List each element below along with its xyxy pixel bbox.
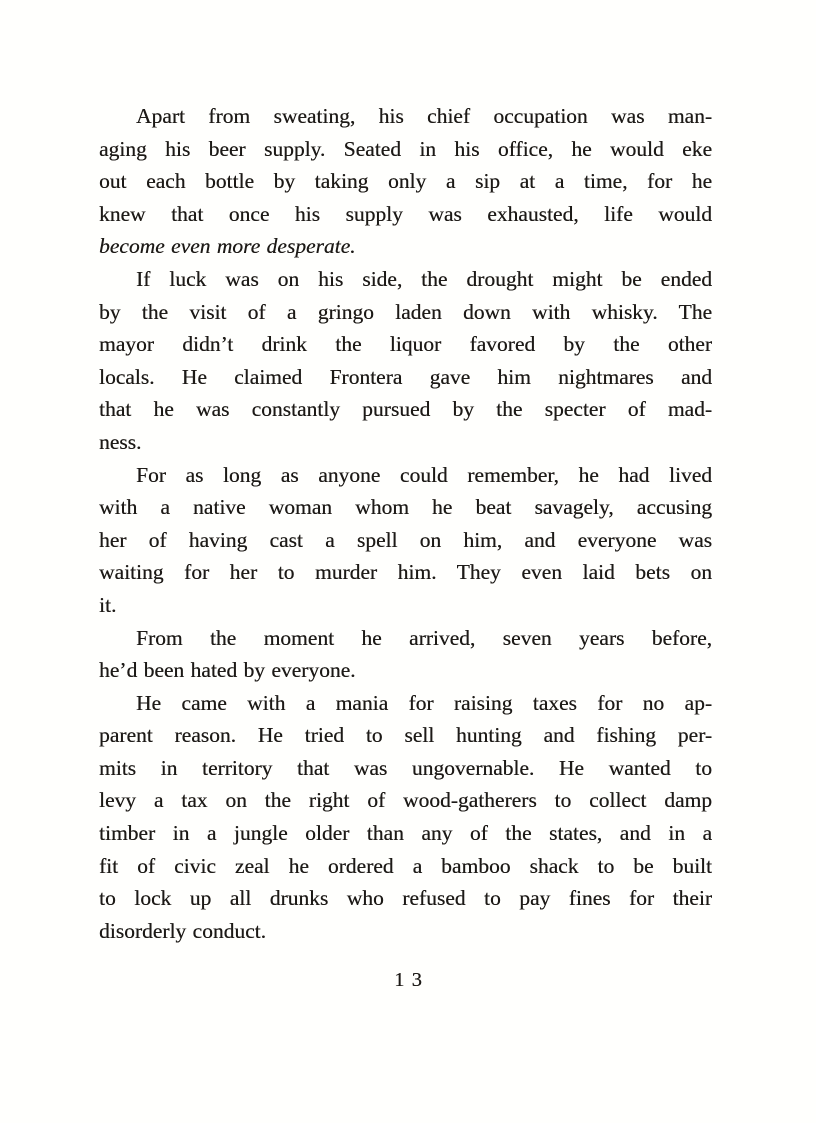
text-line: with a native woman whom he beat savagely, accusing <box>99 495 712 520</box>
text-line: to lock up all drunks who refused to pay fines for their <box>99 886 712 911</box>
text-line: fit of civic zeal he ordered a bamboo shack to be built <box>99 853 712 878</box>
text-line: by the visit of a gringo laden down with whisky. The <box>99 299 712 324</box>
text-line: parent reason. He tried to sell hunting and fishing per- <box>99 723 712 748</box>
text-line: Apart from sweating, his chief occupation was man- <box>136 104 712 128</box>
text-line: For as long as anyone could remember, he had lived <box>136 462 712 487</box>
text-line: aging his beer supply. Seated in his office, he would eke <box>99 136 712 161</box>
text-line: locals. He claimed Frontera gave him nightmares and <box>99 364 712 389</box>
paragraph <box>99 263 712 459</box>
paragraph <box>99 687 712 948</box>
text-line: disorderly conduct. <box>99 918 266 943</box>
text-line: become even more desperate. <box>99 234 356 259</box>
text-line: levy a tax on the right of wood-gatherers to collect damp <box>99 788 712 813</box>
paragraph <box>99 459 712 622</box>
text-line: that he was constantly pursued by the specter of mad- <box>99 397 712 422</box>
page-number: 13 <box>394 969 430 991</box>
text-line: ness. <box>99 429 142 454</box>
text-line: If luck was on his side, the drought might be ended <box>136 266 712 291</box>
page-text <box>99 100 712 947</box>
text-line: out each bottle by taking only a sip at a time, for he <box>99 169 712 194</box>
text-line: timber in a jungle older than any of the states, and in a <box>99 821 712 846</box>
text-line: it. <box>99 592 117 617</box>
text-line: he’d been hated by everyone. <box>99 658 356 683</box>
paragraph <box>99 100 712 263</box>
text-line: From the moment he arrived, seven years before, <box>136 625 712 650</box>
text-line: waiting for her to murder him. They even laid bets on <box>99 560 712 585</box>
text-line: He came with a mania for raising taxes for no ap- <box>136 690 712 715</box>
text-line: her of having cast a spell on him, and everyone was <box>99 527 712 552</box>
text-line: mits in territory that was ungovernable. He wanted to <box>99 755 712 780</box>
text-line: knew that once his supply was exhausted, life would <box>99 201 712 226</box>
paragraph <box>99 622 712 687</box>
text-line: mayor didn’t drink the liquor favored by the other <box>99 332 712 357</box>
